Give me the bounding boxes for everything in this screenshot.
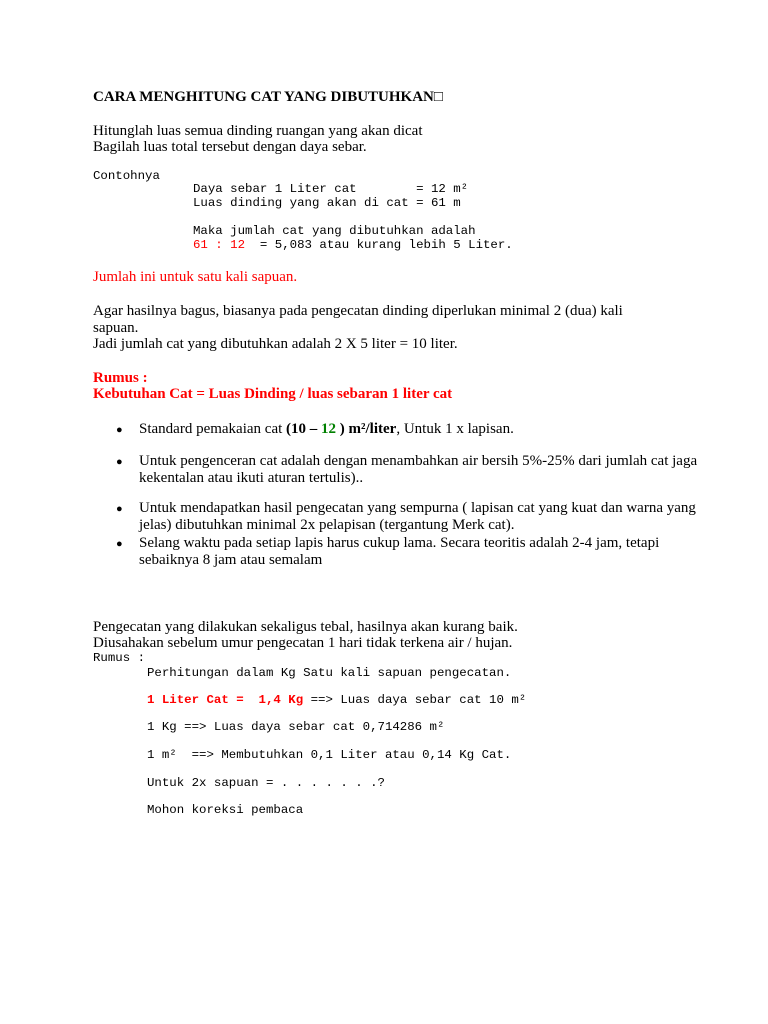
example-calc-red: 61 : 12	[193, 238, 246, 252]
bullet-dot: ●	[116, 424, 123, 436]
para2-line-1: Agar hasilnya bagus, biasanya pada pengecatan dinding diperlukan minimal 2 (dua) kali	[93, 303, 623, 319]
note-one-coat: Jumlah ini untuk satu kali sapuan.	[93, 269, 298, 285]
para2-line-2: sapuan.	[93, 320, 139, 336]
rumus2-line-3: 1 Kg ==> Luas daya sebar cat 0,714286 m²	[147, 720, 445, 734]
bullet-usage-green: 12	[321, 421, 337, 437]
example-line-3: Maka jumlah cat yang dibutuhkan adalah	[193, 224, 476, 238]
bullet-dot: ●	[116, 456, 123, 468]
bullet-usage-unit: ) m²/liter	[336, 421, 397, 437]
rumus2-line-2	[147, 693, 526, 707]
bullet-dot: ●	[116, 503, 123, 515]
rumus2-line-5: Untuk 2x sapuan = . . . . . . .?	[147, 776, 385, 790]
para3-line-2: Diusahakan sebelum umur pengecatan 1 hari tidak terkena air / hujan.	[93, 635, 513, 651]
rumus2-label: Rumus :	[93, 651, 146, 665]
rumus-label: Rumus :	[93, 370, 148, 386]
intro-line-1: Hitunglah luas semua dinding ruangan yang akan dicat	[93, 123, 423, 139]
rumus2-line-4: 1 m² ==> Membutuhkan 0,1 Liter atau 0,14 Kg Cat.	[147, 748, 512, 762]
rumus-formula: Kebutuhan Cat = Luas Dinding / luas sebaran 1 liter cat	[93, 386, 453, 402]
example-line-1: Daya sebar 1 Liter cat = 12 m²	[193, 182, 469, 196]
example-calc-result: = 5,083 atau kurang lebih 5 Liter.	[245, 238, 513, 252]
page-title: CARA MENGHITUNG CAT YANG DIBUTUHKAN□	[93, 89, 443, 105]
bullet-item-layers: Untuk mendapatkan hasil pengecatan yang sempurna ( lapisan cat yang kuat dan warna yang jelas) dibutuhkan minimal 2x pelapisan (tergantung Merk cat).	[139, 500, 696, 533]
intro-line-2: Bagilah luas total tersebut dengan daya sebar.	[93, 139, 367, 155]
bullet-usage-post: , Untuk 1 x lapisan.	[396, 421, 514, 437]
para2-line-3: Jadi jumlah cat yang dibutuhkan adalah 2 X 5 liter = 10 liter.	[93, 336, 458, 352]
example-calc	[193, 238, 513, 252]
bullet-item-thinning: Untuk pengenceran cat adalah dengan menambahkan air bersih 5%-25% dari jumlah cat jaga kekentalan atau ikuti aturan tertulis)..	[139, 453, 698, 486]
rumus2-coverage: ==> Luas daya sebar cat 10 m²	[303, 693, 527, 707]
bullet-usage-open: (10 –	[286, 421, 322, 437]
para3-line-1: Pengecatan yang dilakukan sekaligus tebal, hasilnya akan kurang baik.	[93, 619, 518, 635]
bullet-usage-text: Standard pemakaian cat	[139, 421, 287, 437]
rumus2-liter-to-kg: 1 Liter Cat = 1,4 Kg	[147, 693, 304, 707]
rumus2-line-1: Perhitungan dalam Kg Satu kali sapuan pengecatan.	[147, 666, 512, 680]
bullet-item-usage	[139, 421, 699, 438]
bullet-dot: ●	[116, 538, 123, 550]
example-label: Contohnya	[93, 169, 160, 183]
example-line-2: Luas dinding yang akan di cat = 61 m	[193, 196, 461, 210]
bullet-item-interval: Selang waktu pada setiap lapis harus cukup lama. Secara teoritis adalah 2-4 jam, tetapi sebaiknya 8 jam atau semalam	[139, 535, 660, 568]
rumus2-line-6: Mohon koreksi pembaca	[147, 803, 304, 817]
